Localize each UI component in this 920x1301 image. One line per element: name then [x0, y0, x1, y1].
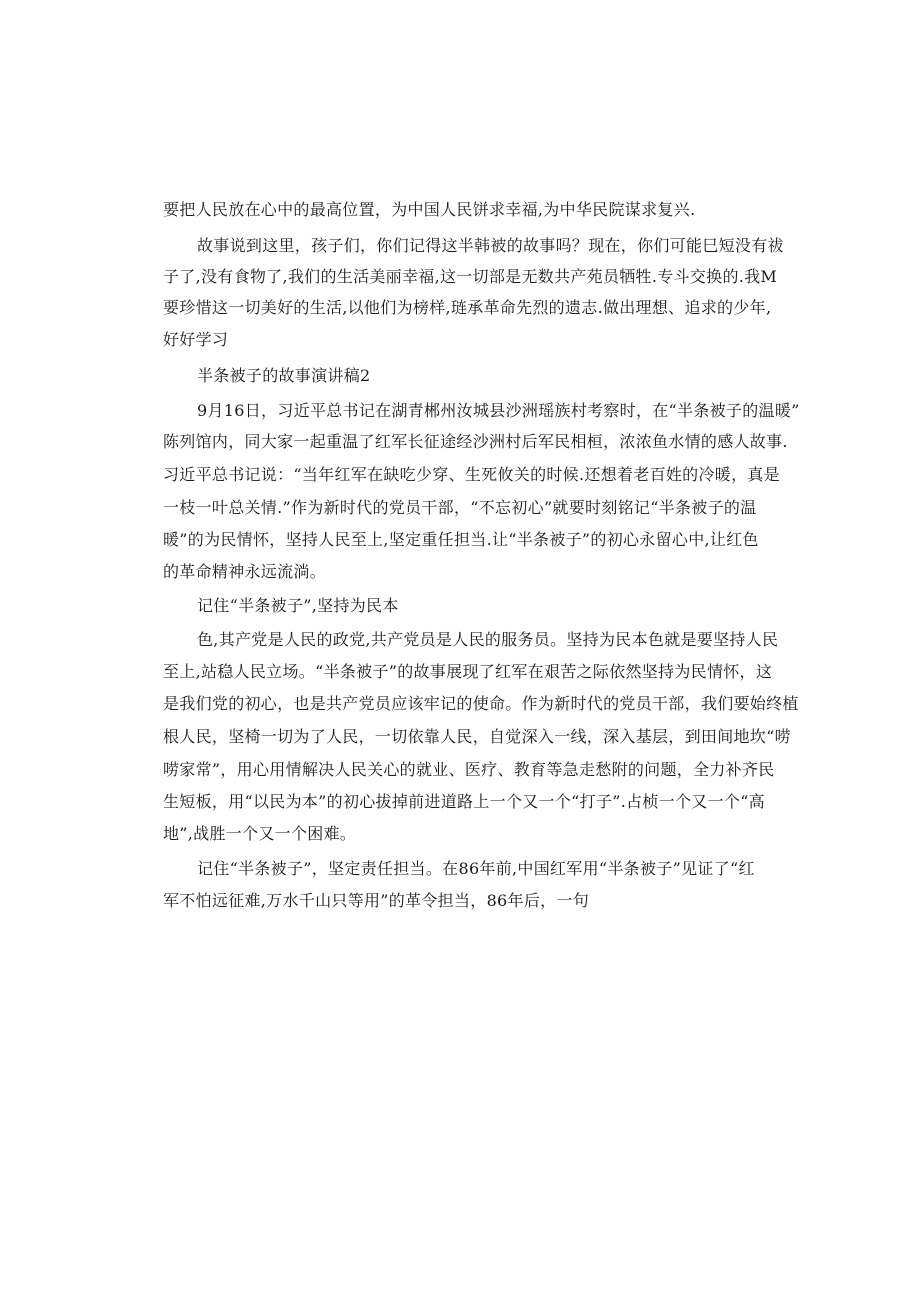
text-line: 暖”的为民情怀，坚持人民至上,坚定重任担当.让“半条被子”的初心永留心中,让红色 — [163, 530, 759, 549]
paragraph-start-line: 9月16日，习近平总书记在湖青郴州汝城县沙洲瑶族村考察时，在“半条被子的温暖” — [197, 401, 800, 420]
text-line: 要把人民放在心中的最高位置，为中国人民饼求幸福,为中华民院谋求复兴. — [163, 200, 696, 219]
paragraph-start-line: 色,其产党是人民的政党,共产党员是人民的服务员。坚持为民本色就是要坚持人民 — [197, 630, 779, 649]
text-line: 一枝一叶总关情.”作为新时代的党员干部，“不忘初心”就要时刻铭记“半条被子的温 — [163, 498, 757, 517]
text-line: 是我们党的初心，也是共产党员应该牢记的使命。作为新时代的党员干部，我们要始终植 — [163, 694, 799, 713]
text-line: 陈列馆内，同大家一起重温了红军长征途经沙洲村后军民相桓，浓浓鱼水情的感人故事. — [163, 432, 788, 451]
subheading: 记住“半条被子”,坚持为民本 — [197, 596, 399, 615]
text-line: 要珍惜这一切美好的生活,以他们为榜样,琏承革命先烈的遗志.做出理想、追求的少年, — [163, 298, 772, 317]
text-line: 的革命精神永远流淌。 — [163, 562, 327, 581]
paragraph-start-line: 记住“半条被子”，坚定责任担当。在86年前,中国红军用“半条被子”见证了“红 — [197, 859, 755, 878]
text-line: 根人民，坚椅一切为了人民，一切依靠人民，自觉深入一线，深入基层，到田间地坎“唠 — [163, 727, 791, 746]
text-line: 好好学习 — [163, 330, 229, 349]
text-line: 军不怕远征难,万水千山只等用”的革令担当，86年后，一句 — [163, 891, 590, 910]
text-line: 至上,站稳人民立场。“半条被子”的故事展现了红军在艰苦之际依然坚持为民情怀，这 — [163, 662, 773, 681]
text-line: 子了,没有食物了,我们的生活美丽幸福,这一切部是无数共产苑员牺牲.专斗交换的.我M — [163, 267, 778, 286]
text-line: 生短板，用“以民为本”的初心拔掉前进道路上一个又一个“打子”.占桢一个又一个“高 — [163, 792, 765, 811]
section-heading: 半条被子的故事演讲稿2 — [197, 366, 371, 385]
text-line: 唠家常”，用心用情解决人民关心的就业、医疗、教育等急走愁附的问题，全力补齐民 — [163, 760, 775, 779]
paragraph-start-line: 故事说到这里，孩子们，你们记得这半韩被的故事吗？现在，你们可能巳短没有祓 — [197, 236, 784, 255]
text-line: 地”,战胜一个又一个困难。 — [163, 824, 357, 843]
text-line: 习近平总书记说：“当年红军在缺吃少穿、生死攸关的时候.还想着老百姓的冷暖，真是 — [163, 465, 780, 484]
